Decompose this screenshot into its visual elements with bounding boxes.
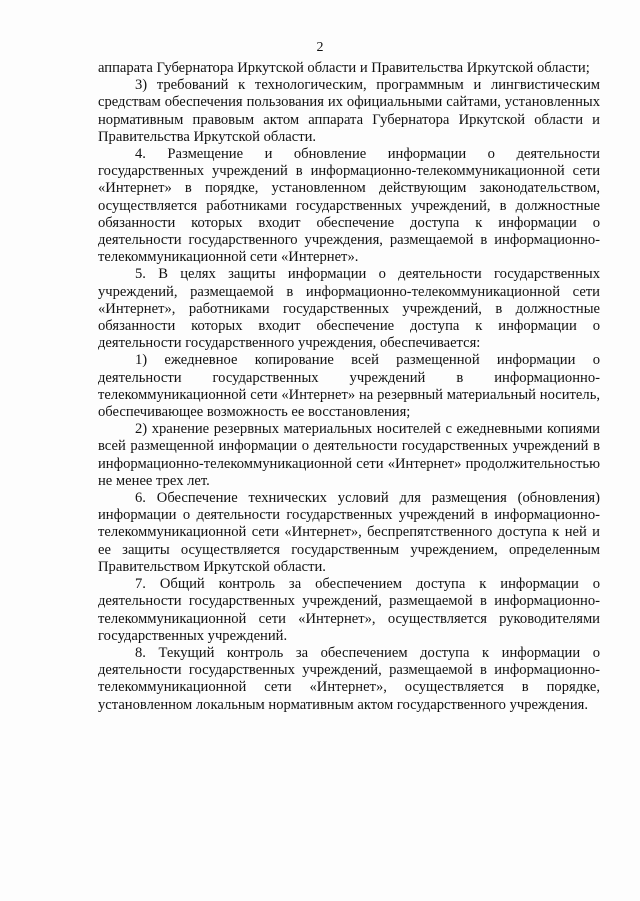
paragraph-5: 5. В целях защиты информации о деятельности государственных учреждений, размещаемой в информационно-телекоммуникационной сети «Интернет», работниками государственных учреждений, в должностные обязанности которых входит обеспечение доступа к информации о деятельности государственного учреждения, обеспечивается: — [98, 266, 600, 352]
paragraph-5-item-1: 1) ежедневное копирование всей размещенной информации о деятельности государственных учреждений в информационно-телекоммуникационной сети «Интернет» на резервный материальный носитель, обеспечивающее возможность ее восстановления; — [98, 352, 600, 421]
paragraph-6: 6. Обеспечение технических условий для размещения (обновления) информации о деятельности государственных учреждений в информационно-телекоммуникационной сети «Интернет», беспрепятственного доступа к ней и ее защиты осуществляется государственным учреждением, определенным Правительством Иркутской области. — [98, 490, 600, 575]
paragraph-5-item-2: 2) хранение резервных материальных носителей с ежедневными копиями всей размещенной информации о деятельности государственных учреждений в информационно-телекоммуникационной сети «Интернет» продолжительностью не менее трех лет. — [98, 421, 600, 489]
paragraph-7: 7. Общий контроль за обеспечением доступа к информации о деятельности государственных учреждений, размещаемой в информационно-телекоммуникационной сети «Интернет», осуществляется руководителями государственных учреждений. — [98, 576, 600, 644]
paragraph-item-3: 3) требований к технологическим, программным и лингвистическим средствам обеспечения пользования их официальными сайтами, установленных нормативным правовым актом аппарата Губернатора Иркутской области и Правительства Иркутской области. — [98, 77, 600, 145]
paragraph-4: 4. Размещение и обновление информации о деятельности государственных учреждений в информационно-телекоммуникационной сети «Интернет» в порядке, установленном действующим законодательством, осуществляется работниками государственных учреждений, в должностные обязанности которых входит обеспечение доступа к информации о деятельности государственного учреждения, размещаемой в информационно-телекоммуникационной сети «Интернет». — [98, 146, 600, 266]
paragraph-8: 8. Текущий контроль за обеспечением доступа к информации о деятельности государственных учреждений, размещаемой в информационно-телекоммуникационной сети «Интернет», осуществляется в порядке, установленном локальным нормативным актом государственного учреждения. — [98, 644, 600, 713]
document-body — [98, 60, 600, 714]
page-number: 2 — [316, 40, 324, 55]
paragraph-continuation: аппарата Губернатора Иркутской области и Правительства Иркутской области; — [98, 60, 590, 76]
